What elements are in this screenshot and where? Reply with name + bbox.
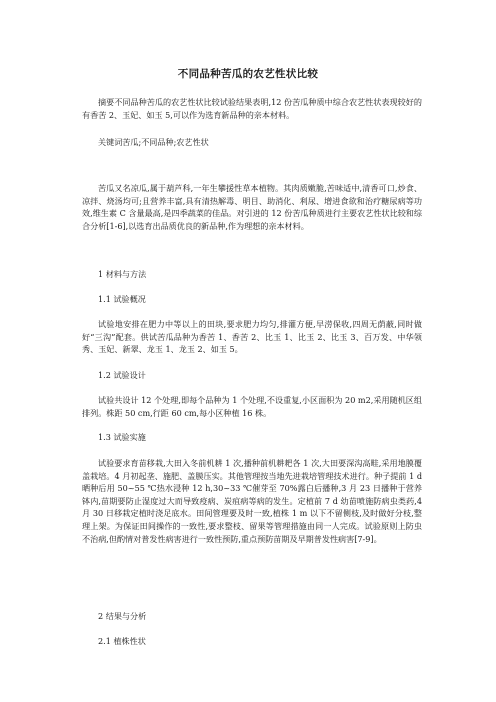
section-1-3-paragraph: [82, 457, 422, 545]
section-heading-1: 1 材料与方法: [98, 269, 147, 279]
document-title: 不同品种苦瓜的农艺性状比较: [177, 68, 319, 80]
abstract: [82, 96, 422, 121]
section-1-3-text: 试验要求育苗移栽,大田入冬前机耕 1 次,播种前机耕耙各 1 次,大田要深沟高畦,采用地膜覆盖栽培。4 月初起垄、施肥、盖膜压实。其他管理按当地先进栽培管理技术进行。种子提前 1 d 晒种后用 50~55 ℃热水浸种 12 h,30~33 ℃催芽至 70%露白后播种,3 月 23 日播种于营养钵内,苗期要防止湿度过大而导致疫病、炭疽病等病的发生。定植前 7 d 幼苗喷施防病虫类药,4 月 30 日移栽定植时浇足底水。田间管理要及时一致,植株 1 m 以下不留侧枝,及时做好分枝,整理上架。为保证田间操作的一致性,要求整枝、留果等管理措施由同一人完成。试验原则上防虫不治病,但酌情对普发性病害进行一致性预防,重点预防苗期及早期普发性病害[7-9]。: [82, 458, 422, 544]
section-1-1-paragraph: [82, 318, 422, 356]
intro-text: 苦瓜又名凉瓜,属于葫芦科,一年生攀援性草本植物。其肉质嫩脆,苦味适中,清香可口,炒食、凉拌、烧汤均可;且营养丰富,具有清热解毒、明目、助消化、利尿、增进食欲和治疗糖尿病等功效,维生素 C 含量最高,是四季蔬菜的佳品。对引进的 12 份苦瓜种质进行主要农艺性状比较和综合分析[1-6],以选育出品质优良的新品种,作为理想的亲本材料。: [82, 183, 422, 231]
keywords: [82, 136, 422, 149]
section-heading-1-1: 1.1 试验概况: [98, 294, 146, 304]
abstract-text: 摘要不同品种苦瓜的农艺性状比较试验结果表明,12 份苦瓜种质中综合农艺性状表现较好的有香苦 2、玉妃、如玉 5,可以作为选育新品种的亲本材料。: [82, 97, 422, 120]
section-1-2-paragraph: [82, 394, 422, 419]
section-heading-1-2: 1.2 试验设计: [98, 370, 146, 380]
section-heading-1-3: 1.3 试验实施: [98, 432, 146, 442]
section-heading-2: 2 结果与分析: [98, 611, 147, 621]
section-heading-2-1: 2.1 植株性状: [98, 636, 146, 646]
section-1-1-text: 试验地安排在肥力中等以上的田块,要求肥力均匀,排灌方便,早涝保收,四周无荫蔽,同时做好“三沟”配套。供试苦瓜品种为香苦 1、香苦 2、比玉 1、比玉 2、比玉 3、百万发、中华领秀、玉妃、新翠、龙玉 1、龙玉 2、如玉 5。: [82, 319, 422, 355]
keywords-text: 关键词苦瓜;不同品种;农艺性状: [98, 137, 209, 147]
intro-paragraph: [82, 182, 422, 232]
section-1-2-text: 试验共设计 12 个处理,即每个品种为 1 个处理,不设重复,小区面积为 20 m2,采用随机区组排列。株距 50 cm,行距 60 cm,每小区种植 16 株。: [82, 395, 422, 418]
